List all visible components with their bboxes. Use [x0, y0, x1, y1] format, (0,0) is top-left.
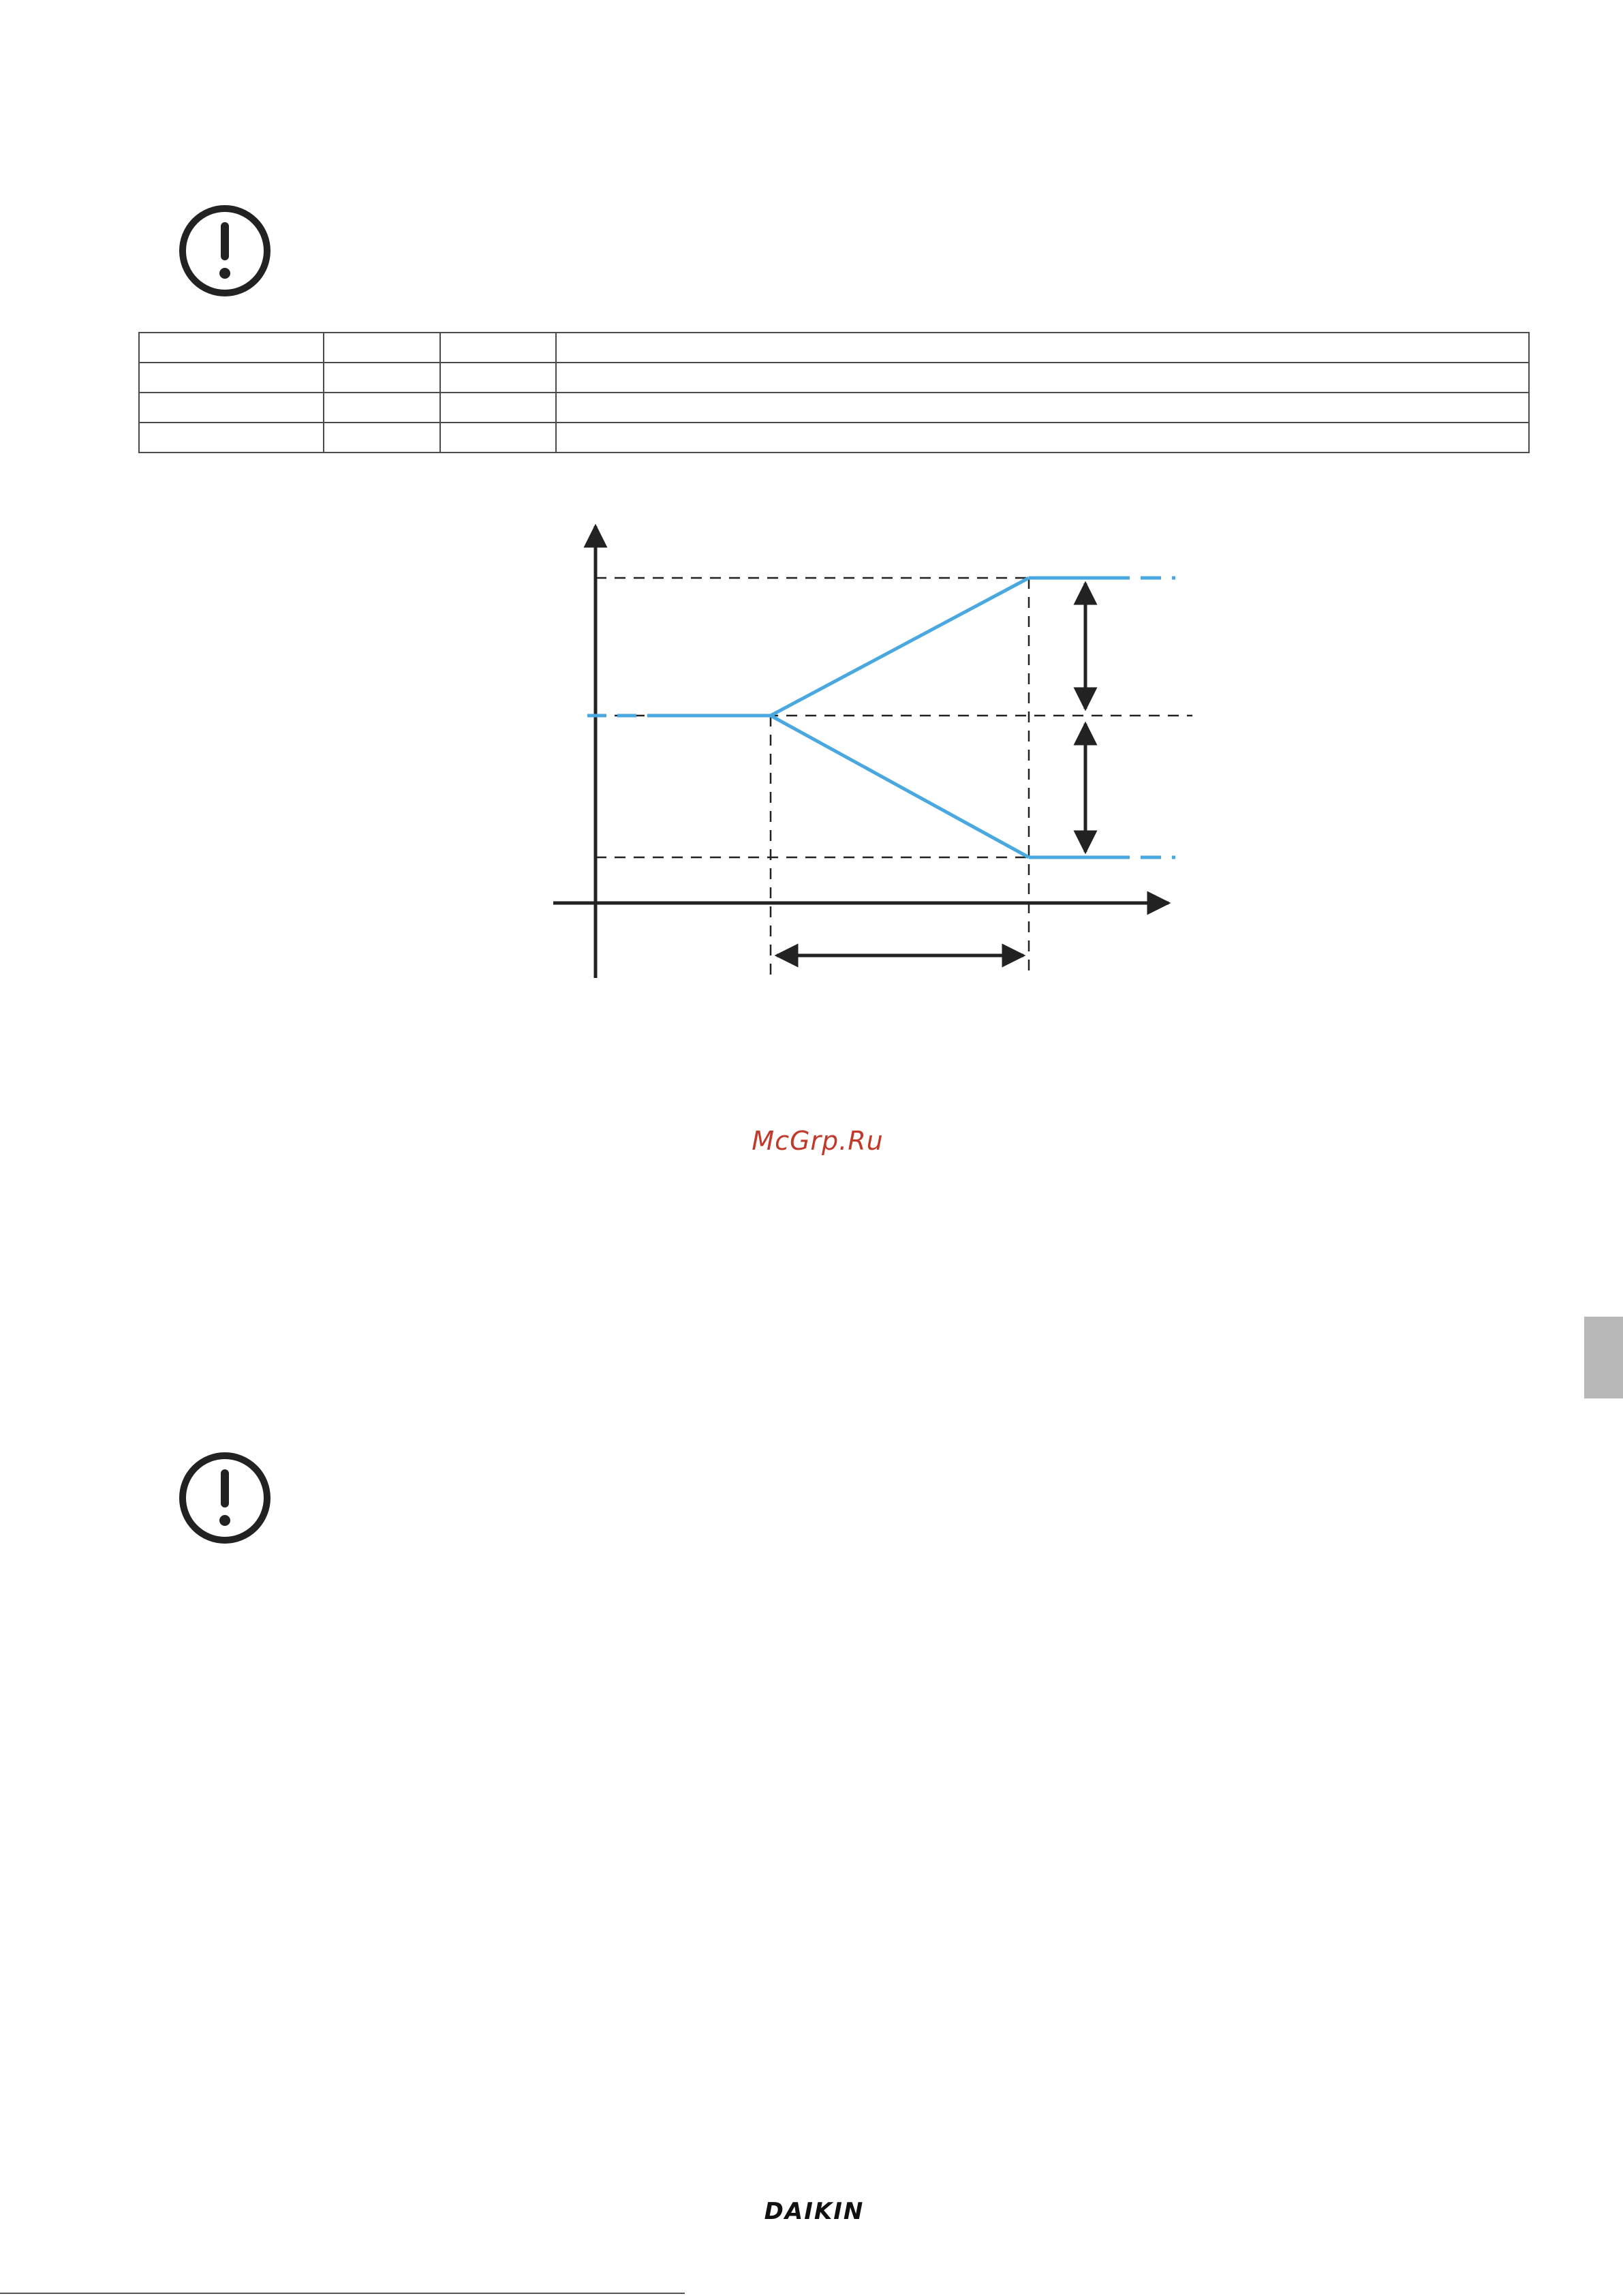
table-cell	[556, 393, 1529, 423]
table-cell	[139, 423, 324, 453]
table-cell	[440, 363, 556, 393]
table-cell	[324, 363, 440, 393]
table-cell	[139, 333, 324, 363]
daikin-logo: DAIKIN	[764, 2198, 865, 2225]
table-cell	[556, 333, 1529, 363]
diverging-lines-diagram	[538, 511, 1206, 988]
table-cell	[440, 333, 556, 363]
table-cell	[556, 423, 1529, 453]
axes	[553, 526, 1169, 978]
table-row	[139, 393, 1529, 423]
table-row	[139, 333, 1529, 363]
dimension-arrows	[777, 583, 1085, 955]
footer-rule	[0, 2293, 685, 2294]
table-cell	[324, 393, 440, 423]
watermark-text: McGrp.Ru	[752, 1126, 884, 1156]
guide-lines	[596, 578, 1192, 975]
table-cell	[440, 423, 556, 453]
parameter-table	[138, 332, 1530, 453]
table-row	[139, 363, 1529, 393]
curve	[587, 578, 1175, 857]
curve-upper-branch	[771, 578, 1029, 716]
exclamation-circle-icon	[177, 1450, 273, 1546]
table-cell	[139, 363, 324, 393]
table-cell	[139, 393, 324, 423]
table-cell	[556, 363, 1529, 393]
table-cell	[324, 333, 440, 363]
table-cell	[324, 423, 440, 453]
side-index-tab	[1584, 1317, 1623, 1398]
curve-lower-branch	[771, 716, 1029, 857]
table-row	[139, 423, 1529, 453]
table-cell	[440, 393, 556, 423]
exclamation-circle-icon	[177, 203, 273, 299]
